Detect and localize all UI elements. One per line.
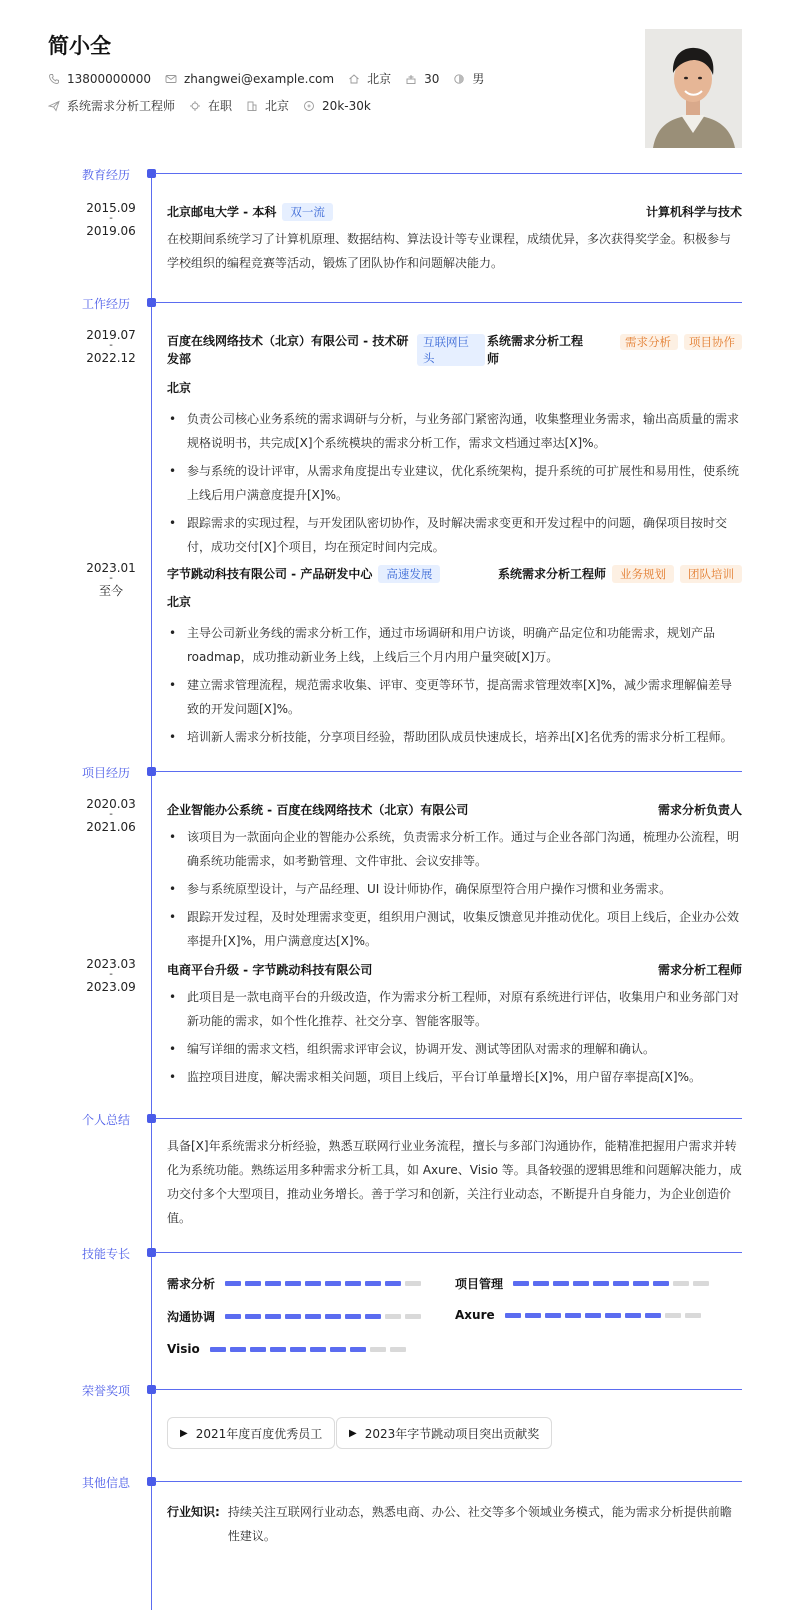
skill-segment-empty	[665, 1313, 681, 1318]
education-description: 在校期间系统学习了计算机原理、数据结构、算法设计等专业课程，成绩优异，多次获得奖学金。积极参与学校组织的编程竞赛等活动，锻炼了团队协作和问题解决能力。	[167, 232, 732, 270]
city-item	[246, 97, 289, 114]
role-tag: 团队培训	[680, 565, 742, 583]
job-title-item	[48, 97, 175, 114]
date-separator: -	[109, 969, 113, 980]
skill-segment-filled	[330, 1347, 346, 1352]
skill-segment-filled	[605, 1313, 621, 1318]
honor-text: 2021年度百度优秀员工	[195, 1426, 323, 1441]
email-text: zhangwei@example.com	[183, 71, 335, 86]
age-item	[405, 72, 439, 86]
work-1-bullets	[167, 407, 742, 559]
section-title-honors: 荣誉奖项	[82, 1384, 131, 1398]
date-end: 2021.06	[86, 820, 136, 834]
profile-photo	[645, 29, 742, 148]
job-intent-row	[48, 97, 385, 114]
skill-segment-filled	[225, 1281, 241, 1286]
skill-segment-filled	[505, 1313, 521, 1318]
skill-segment-filled	[545, 1313, 561, 1318]
date-separator: -	[109, 340, 113, 351]
skill-segment-filled	[345, 1281, 361, 1286]
list-item: • 参与系统的设计评审，从需求角度提出专业建议，优化系统架构，提升系统的可扩展性和易用性，使系统上线后用户满意度提升[X]%。	[167, 459, 742, 507]
skill-segment-filled	[525, 1313, 541, 1318]
role-tag: 业务规划	[612, 565, 674, 583]
list-item: • 主导公司新业务线的需求分析工作，通过市场调研和用户访谈，明确产品定位和功能需求，规划产品roadmap，成功推动新业务上线，上线后三个月内用户量突破[X]万。	[167, 621, 742, 669]
section-divider	[155, 771, 742, 772]
play-icon: ▶	[349, 1427, 357, 1439]
skill-segment-filled	[350, 1347, 366, 1352]
skill-segment-filled	[225, 1314, 241, 1319]
education-entry	[167, 203, 742, 275]
skill-segment-filled	[250, 1347, 266, 1352]
other-text: 持续关注互联网行业动态，熟悉电商、办公、社交等多个领域业务模式，能为需求分析提供前瞻性建议。	[227, 1505, 732, 1543]
skill-segment-filled	[593, 1281, 609, 1286]
phone-icon	[48, 73, 60, 85]
skill-name: Axure	[455, 1308, 495, 1322]
work-entry-2	[167, 565, 742, 753]
salary-item	[303, 99, 371, 113]
skill-item	[167, 1342, 410, 1356]
timeline-axis	[151, 178, 152, 1610]
section-title-education: 教育经历	[82, 168, 131, 182]
skill-segment-filled	[345, 1314, 361, 1319]
skill-segment-empty	[390, 1347, 406, 1352]
honor-text: 2023年字节跳动项目突出贡献奖	[364, 1426, 540, 1441]
date-end: 2023.09	[86, 980, 136, 994]
section-divider	[155, 1389, 742, 1390]
section-title-skills: 技能专长	[82, 1247, 131, 1261]
skill-item	[167, 1308, 425, 1325]
school-name: 北京邮电大学 - 本科	[167, 205, 277, 219]
skill-segment-empty	[673, 1281, 689, 1286]
skill-segment-filled	[385, 1281, 401, 1286]
candidate-name: 简小全	[48, 34, 111, 58]
project-name: 电商平台升级 - 字节跳动科技有限公司	[167, 963, 373, 977]
skill-level-bar	[225, 1314, 425, 1319]
date-end: 2022.12	[86, 351, 136, 365]
project-1-date	[68, 797, 154, 835]
skill-segment-filled	[625, 1313, 641, 1318]
skill-segment-filled	[305, 1281, 321, 1286]
skill-segment-filled	[305, 1314, 321, 1319]
work-2-bullets	[167, 621, 742, 749]
date-separator: -	[109, 809, 113, 820]
skill-segment-filled	[230, 1347, 246, 1352]
work-city: 北京	[167, 595, 192, 609]
role-tag: 需求分析	[620, 334, 678, 350]
send-icon	[48, 100, 60, 112]
skill-segment-filled	[265, 1281, 281, 1286]
role-title: 系统需求分析工程师	[497, 567, 606, 581]
section-title-work: 工作经历	[82, 297, 131, 311]
location-text: 北京	[367, 72, 392, 86]
skill-segment-filled	[653, 1281, 669, 1286]
date-start: 2019.07	[86, 328, 136, 342]
section-divider	[155, 1481, 742, 1482]
education-header	[167, 203, 742, 221]
date-separator: -	[109, 213, 113, 224]
work-2-header	[167, 565, 742, 583]
date-start: 2015.09	[86, 201, 136, 215]
skill-segment-filled	[565, 1313, 581, 1318]
phone-item	[48, 72, 151, 86]
date-end: 2019.06	[86, 224, 136, 238]
work-1-date	[68, 328, 154, 366]
email-item	[165, 72, 334, 86]
location-item	[348, 70, 391, 87]
skill-segment-empty	[385, 1314, 401, 1319]
section-divider	[155, 302, 742, 303]
project-1-header	[167, 801, 742, 819]
skill-level-bar	[505, 1313, 705, 1318]
city-text: 北京	[265, 99, 290, 113]
status-item	[189, 97, 232, 114]
date-start: 2020.03	[86, 797, 136, 811]
other-label: 行业知识:	[167, 1505, 220, 1519]
skill-segment-filled	[210, 1347, 226, 1352]
school-tag: 双一流	[282, 203, 333, 221]
skill-segment-empty	[685, 1313, 701, 1318]
project-entry-1	[167, 801, 742, 957]
skill-segment-filled	[633, 1281, 649, 1286]
skill-segment-filled	[533, 1281, 549, 1286]
skill-segment-filled	[553, 1281, 569, 1286]
skill-name: 沟通协调	[167, 1310, 216, 1324]
skill-segment-empty	[405, 1281, 421, 1286]
work-2-date	[68, 561, 154, 599]
date-start: 2023.03	[86, 957, 136, 971]
skill-segment-empty	[405, 1314, 421, 1319]
skill-name: 项目管理	[455, 1277, 504, 1291]
work-city: 北京	[167, 381, 192, 395]
skill-level-bar	[225, 1281, 425, 1286]
date-separator: -	[109, 573, 113, 584]
list-item: • 编写详细的需求文档，组织需求评审会议，协调开发、测试等团队对需求的理解和确认。	[167, 1037, 742, 1061]
contact-row	[48, 70, 498, 87]
list-item: • 培训新人需求分析技能，分享项目经验，帮助团队成员快速成长，培养出[X]名优秀的需求分析工程师。	[167, 725, 742, 749]
skill-level-bar	[513, 1281, 713, 1286]
age-text: 30	[424, 71, 440, 86]
skill-segment-filled	[645, 1313, 661, 1318]
work-entry-1	[167, 332, 742, 563]
list-item: • 此项目是一款电商平台的升级改造，作为需求分析工程师，对原有系统进行评估，收集用户和业务部门对新功能的需求，如个性化推荐、社交分享、智能客服等。	[167, 985, 742, 1033]
section-divider	[155, 173, 742, 174]
education-date	[68, 201, 154, 239]
list-item: • 跟踪开发过程，及时处理需求变更，组织用户测试，收集反馈意见并推动优化。项目上线后，企业办公效率提升[X]%，用户满意度达[X]%。	[167, 905, 742, 953]
gender-icon	[453, 73, 465, 85]
skill-segment-filled	[285, 1314, 301, 1319]
skill-segment-filled	[613, 1281, 629, 1286]
project-name: 企业智能办公系统 - 百度在线网络技术（北京）有限公司	[167, 803, 469, 817]
project-2-bullets	[167, 985, 742, 1089]
skill-segment-filled	[325, 1281, 341, 1286]
play-icon: ▶	[180, 1427, 188, 1439]
project-2-header	[167, 961, 742, 979]
skill-segment-filled	[265, 1314, 281, 1319]
company-name: 百度在线网络技术（北京）有限公司 - 技术研发部	[167, 334, 409, 366]
section-divider	[155, 1252, 742, 1253]
list-item: • 监控项目进度，解决需求相关问题，项目上线后，平台订单量增长[X]%，用户留存率提高[X]%。	[167, 1065, 742, 1089]
skill-segment-filled	[310, 1347, 326, 1352]
gender-item	[453, 70, 484, 87]
gender-text: 男	[472, 72, 485, 86]
project-entry-2	[167, 961, 742, 1093]
status-text: 在职	[208, 99, 233, 113]
project-role: 需求分析负责人	[657, 803, 742, 817]
company-tag: 高速发展	[378, 565, 440, 583]
date-start: 2023.01	[86, 561, 136, 575]
skill-item	[455, 1308, 705, 1322]
honor-item	[336, 1417, 552, 1449]
project-2-date	[68, 957, 154, 995]
skill-segment-filled	[365, 1281, 381, 1286]
company-tag: 互联网巨头	[417, 334, 485, 366]
summary-text: 具备[X]年系统需求分析经验，熟悉互联网行业业务流程，擅长与多部门沟通协作，能精准把握用户需求并转化为系统功能。熟练运用多种需求分析工具，如 Axure、Visio 等。具备较强的逻辑思维和问题解决能力，成功交付多个大型项目，推动业务增长。善于学习和创新，关注行业动态，不断提升自身能力，为企业创造价值。	[167, 1139, 742, 1225]
list-item: • 负责公司核心业务系统的需求调研与分析，与业务部门紧密沟通，收集整理业务需求，输出高质量的需求规格说明书，共完成[X]个系统模块的需求分析工作，需求文档通过率达[X]%。	[167, 407, 742, 455]
home-icon	[348, 73, 360, 85]
project-role: 需求分析工程师	[657, 963, 742, 977]
role-tag: 项目协作	[684, 334, 742, 350]
section-divider	[155, 1118, 742, 1119]
skill-segment-filled	[245, 1281, 261, 1286]
other-info	[167, 1500, 742, 1548]
skill-segment-filled	[585, 1313, 601, 1318]
mail-icon	[165, 73, 177, 85]
list-item: • 建立需求管理流程，规范需求收集、评审、变更等环节，提高需求管理效率[X]%，减少需求理解偏差导致的开发问题[X]%。	[167, 673, 742, 721]
list-item: • 跟踪需求的实现过程，与开发团队密切协作，及时解决需求变更和开发过程中的问题，确保项目按时交付，成功交付[X]个项目，均在预定时间内完成。	[167, 511, 742, 559]
skill-name: Visio	[167, 1342, 200, 1356]
job-title-text: 系统需求分析工程师	[67, 99, 176, 113]
skill-name: 需求分析	[167, 1277, 216, 1291]
skill-segment-filled	[325, 1314, 341, 1319]
role-title: 系统需求分析工程师	[487, 334, 584, 366]
skill-segment-empty	[693, 1281, 709, 1286]
coin-icon	[303, 100, 315, 112]
section-title-other: 其他信息	[82, 1476, 131, 1490]
major: 计算机科学与技术	[645, 205, 742, 219]
skill-level-bar	[210, 1347, 410, 1352]
status-icon	[189, 100, 201, 112]
date-end: 至今	[98, 584, 123, 598]
skill-segment-filled	[365, 1314, 381, 1319]
skill-segment-filled	[290, 1347, 306, 1352]
section-title-projects: 项目经历	[82, 766, 131, 780]
company-name: 字节跳动科技有限公司 - 产品研发中心	[167, 567, 373, 581]
skill-segment-filled	[285, 1281, 301, 1286]
building-icon	[246, 100, 258, 112]
skill-segment-filled	[270, 1347, 286, 1352]
phone-text: 13800000000	[67, 71, 151, 86]
list-item: • 参与系统原型设计，与产品经理、UI 设计师协作，确保原型符合用户操作习惯和业务需求。	[167, 877, 742, 901]
section-title-summary: 个人总结	[82, 1113, 131, 1127]
honor-item	[167, 1417, 335, 1449]
skill-segment-filled	[513, 1281, 529, 1286]
skill-item	[167, 1275, 425, 1292]
skill-segment-empty	[370, 1347, 386, 1352]
list-item: • 该项目为一款面向企业的智能办公系统，负责需求分析工作。通过与企业各部门沟通，梳理办公流程，明确系统功能需求，如考勤管理、文件审批、会议安排等。	[167, 825, 742, 873]
skill-segment-filled	[573, 1281, 589, 1286]
project-1-bullets	[167, 825, 742, 953]
cake-icon	[405, 73, 417, 85]
work-1-header	[167, 332, 742, 368]
salary-text: 20k-30k	[322, 98, 371, 113]
skill-segment-filled	[245, 1314, 261, 1319]
skill-item	[455, 1275, 713, 1292]
